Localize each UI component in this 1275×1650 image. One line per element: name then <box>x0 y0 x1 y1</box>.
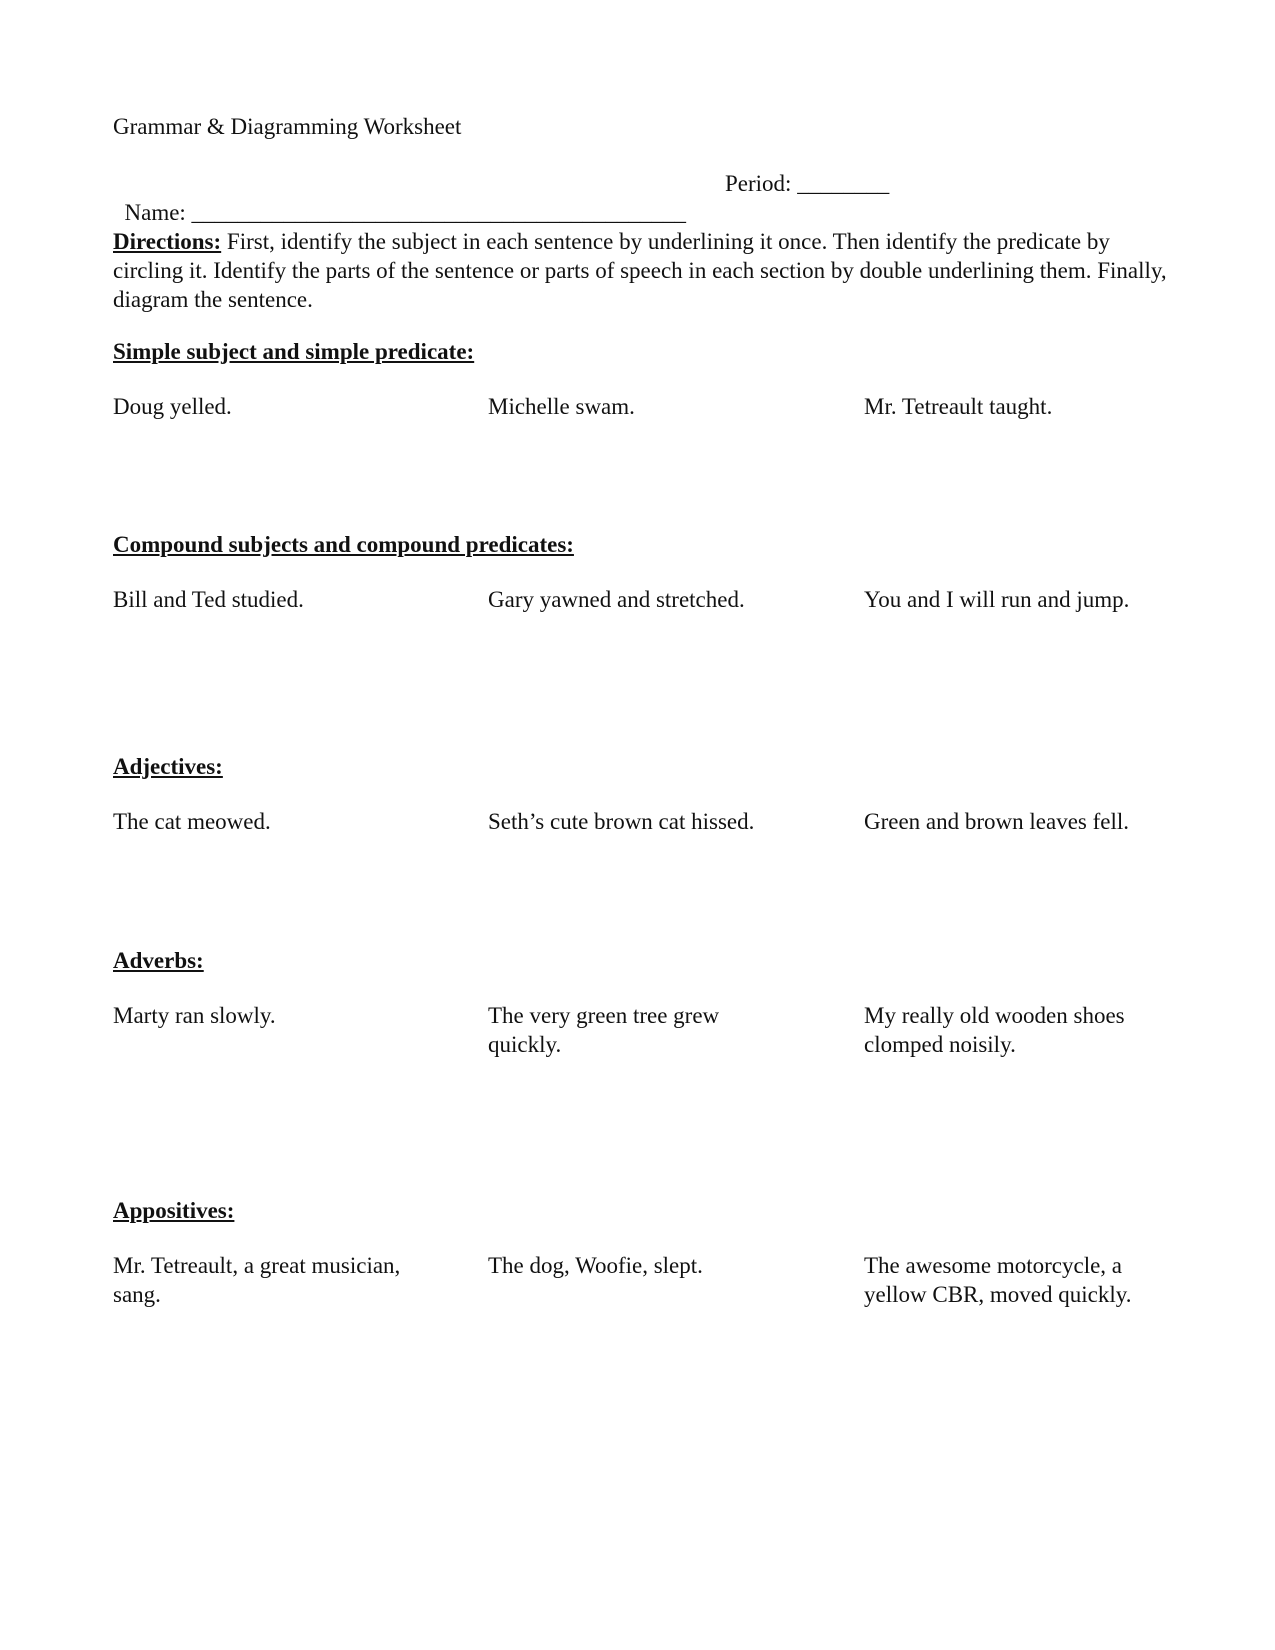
directions-text: First, identify the subject in each sentence by underlining it once. Then identify the predicate by circling it. Identify the parts of the sentence or parts of speech in each section by double underlining them. Finally, diagram the sentence. <box>113 229 1167 312</box>
sentence: Green and brown leaves fell. <box>864 809 1130 834</box>
sentence-row-appositives <box>113 1251 1193 1311</box>
sentence: You and I will run and jump. <box>864 587 1130 612</box>
sentence-row-compound <box>113 585 1193 645</box>
sentence: The dog, Woofie, slept. <box>488 1253 703 1278</box>
sentence: Bill and Ted studied. <box>113 587 304 612</box>
section-heading-compound: Compound subjects and compound predicates: <box>113 532 574 557</box>
sentence: Seth’s cute brown cat hissed. <box>488 809 755 834</box>
name-field-label[interactable]: Name: ___________________________________________ <box>124 200 687 225</box>
sentence: Mr. Tetreault, a great musician, sang. <box>113 1253 401 1307</box>
sentence: The cat meowed. <box>113 809 271 834</box>
period-field-label[interactable]: Period: ________ <box>725 171 890 196</box>
section-heading-adjectives: Adjectives: <box>113 754 223 779</box>
sentence: The awesome motorcycle, a yellow CBR, moved quickly. <box>864 1253 1132 1307</box>
section-heading-simple: Simple subject and simple predicate: <box>113 339 475 364</box>
sentence-row-simple <box>113 392 1193 452</box>
directions-label: Directions: <box>113 229 222 254</box>
sentence: Michelle swam. <box>488 394 635 419</box>
sentence: The very green tree grew quickly. <box>488 1003 720 1057</box>
section-heading-adverbs: Adverbs: <box>113 948 204 973</box>
sentence-row-adverbs <box>113 1001 1193 1061</box>
sentence: My really old wooden shoes clomped noisily. <box>864 1003 1125 1057</box>
directions-paragraph <box>113 227 1173 314</box>
section-heading-appositives: Appositives: <box>113 1198 235 1223</box>
sentence: Mr. Tetreault taught. <box>864 394 1053 419</box>
sentence-row-adjectives <box>113 807 1193 867</box>
worksheet-title: Grammar & Diagramming Worksheet <box>113 114 462 139</box>
sentence: Doug yelled. <box>113 394 232 419</box>
sentence: Marty ran slowly. <box>113 1003 276 1028</box>
sentence: Gary yawned and stretched. <box>488 587 745 612</box>
